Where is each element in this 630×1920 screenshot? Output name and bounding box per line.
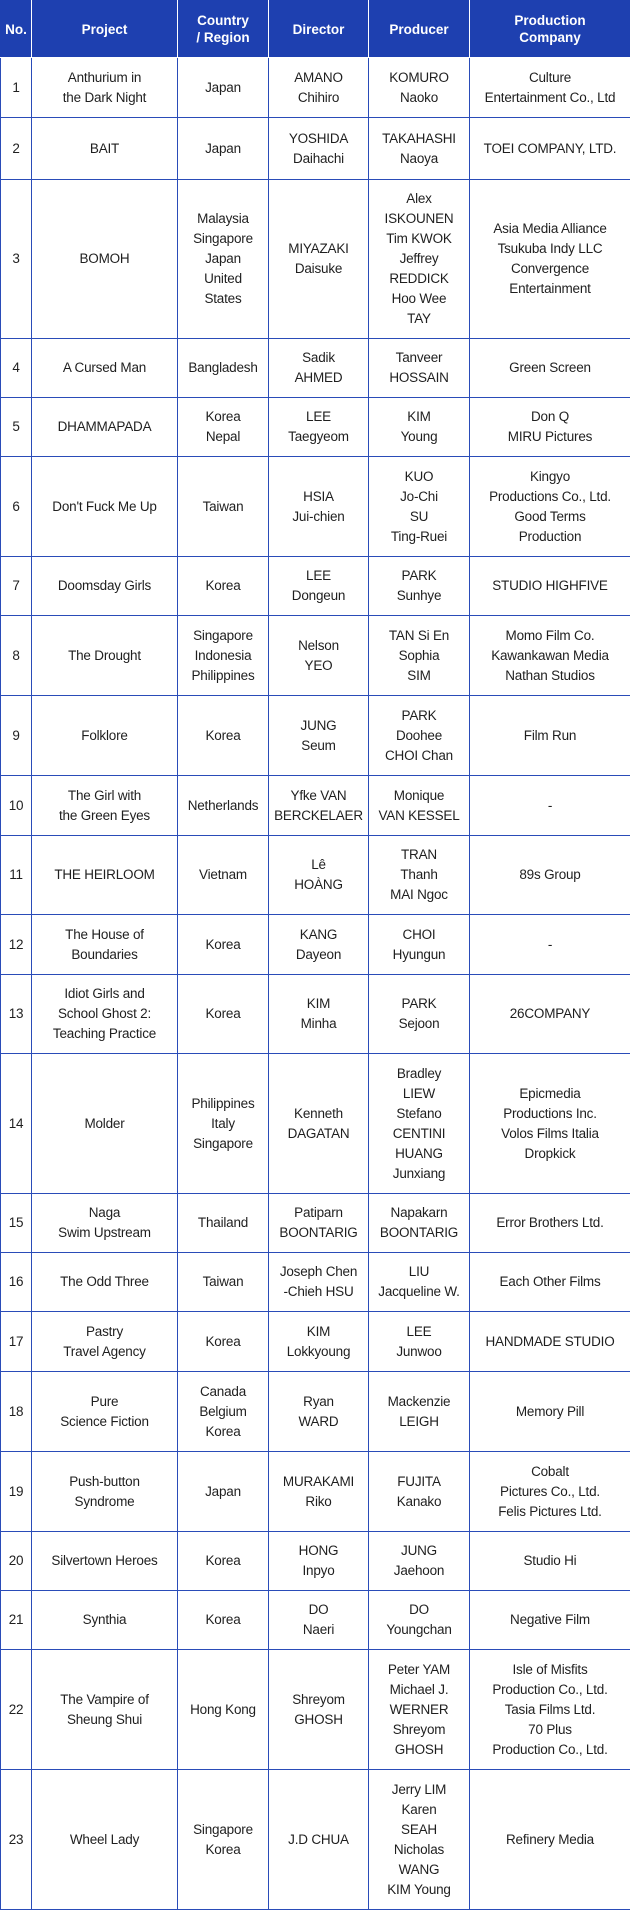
row-producer: TRAN Thanh MAI Ngoc	[369, 836, 470, 915]
table-row	[1, 836, 630, 915]
header-producer: Producer	[369, 1, 470, 58]
row-no: 13	[1, 975, 32, 1054]
row-project: The Odd Three	[32, 1253, 178, 1312]
row-producer: Peter YAM Michael J. WERNER Shreyom GHOSH	[369, 1650, 470, 1770]
row-producer: Jerry LIM Karen SEAH Nicholas WANG KIM Young	[369, 1770, 470, 1910]
row-country: Korea	[178, 557, 269, 616]
row-director: HSIA Jui-chien	[269, 457, 369, 557]
row-director: J.D CHUA	[269, 1770, 369, 1910]
row-producer: CHOI Hyungun	[369, 915, 470, 975]
row-director: LEE Taegyeom	[269, 398, 369, 457]
row-project: Doomsday Girls	[32, 557, 178, 616]
row-country: Singapore Indonesia Philippines	[178, 616, 269, 696]
row-producer: KUO Jo-Chi SU Ting-Ruei	[369, 457, 470, 557]
table-row	[1, 1532, 630, 1591]
row-project: THE HEIRLOOM	[32, 836, 178, 915]
row-project: The Drought	[32, 616, 178, 696]
row-company: -	[470, 776, 630, 836]
row-no: 4	[1, 339, 32, 398]
row-country: Philippines Italy Singapore	[178, 1054, 269, 1194]
row-producer: Tanveer HOSSAIN	[369, 339, 470, 398]
header-no: No.	[1, 1, 32, 58]
row-company: Memory Pill	[470, 1372, 630, 1452]
row-company: HANDMADE STUDIO	[470, 1312, 630, 1372]
row-project: The Vampire of Sheung Shui	[32, 1650, 178, 1770]
row-producer: PARK Doohee CHOI Chan	[369, 696, 470, 776]
row-producer: Bradley LIEW Stefano CENTINI HUANG Junxiang	[369, 1054, 470, 1194]
row-no: 2	[1, 118, 32, 180]
table-row	[1, 1452, 630, 1532]
row-project: The Girl with the Green Eyes	[32, 776, 178, 836]
row-country: Singapore Korea	[178, 1770, 269, 1910]
row-no: 14	[1, 1054, 32, 1194]
table-row	[1, 180, 630, 339]
row-producer: Monique VAN KESSEL	[369, 776, 470, 836]
row-project: Wheel Lady	[32, 1770, 178, 1910]
row-company: Studio Hi	[470, 1532, 630, 1591]
row-project: Silvertown Heroes	[32, 1532, 178, 1591]
row-company: Cobalt Pictures Co., Ltd. Felis Pictures Ltd.	[470, 1452, 630, 1532]
row-project: A Cursed Man	[32, 339, 178, 398]
row-country: Vietnam	[178, 836, 269, 915]
row-director: Ryan WARD	[269, 1372, 369, 1452]
row-director: Kenneth DAGATAN	[269, 1054, 369, 1194]
row-director: MURAKAMI Riko	[269, 1452, 369, 1532]
row-project: The House of Boundaries	[32, 915, 178, 975]
row-project: Naga Swim Upstream	[32, 1194, 178, 1253]
row-director: JUNG Seum	[269, 696, 369, 776]
row-director: Shreyom GHOSH	[269, 1650, 369, 1770]
row-no: 6	[1, 457, 32, 557]
row-project: Idiot Girls and School Ghost 2: Teaching Practice	[32, 975, 178, 1054]
row-project: Synthia	[32, 1591, 178, 1650]
table-row	[1, 1194, 630, 1253]
row-director: LEE Dongeun	[269, 557, 369, 616]
row-project: BAIT	[32, 118, 178, 180]
row-project: Anthurium in the Dark Night	[32, 58, 178, 118]
table-row	[1, 1312, 630, 1372]
row-no: 21	[1, 1591, 32, 1650]
table-header-row	[1, 1, 630, 58]
table-row	[1, 616, 630, 696]
table-row	[1, 1253, 630, 1312]
row-no: 18	[1, 1372, 32, 1452]
table-row	[1, 1650, 630, 1770]
table-row	[1, 915, 630, 975]
table-row	[1, 339, 630, 398]
row-no: 11	[1, 836, 32, 915]
table-row	[1, 1591, 630, 1650]
header-project: Project	[32, 1, 178, 58]
row-country: Korea	[178, 1591, 269, 1650]
row-producer: Mackenzie LEIGH	[369, 1372, 470, 1452]
row-director: Nelson YEO	[269, 616, 369, 696]
row-country: Korea	[178, 1312, 269, 1372]
row-no: 8	[1, 616, 32, 696]
header-director: Director	[269, 1, 369, 58]
row-country: Korea	[178, 696, 269, 776]
row-no: 9	[1, 696, 32, 776]
row-company: TOEI COMPANY, LTD.	[470, 118, 630, 180]
row-project: DHAMMAPADA	[32, 398, 178, 457]
row-company: Momo Film Co. Kawankawan Media Nathan Studios	[470, 616, 630, 696]
row-no: 20	[1, 1532, 32, 1591]
header-company: Production Company	[470, 1, 630, 58]
row-project: Pastry Travel Agency	[32, 1312, 178, 1372]
table-row	[1, 1372, 630, 1452]
row-no: 22	[1, 1650, 32, 1770]
row-project: Molder	[32, 1054, 178, 1194]
row-no: 5	[1, 398, 32, 457]
row-country: Malaysia Singapore Japan United States	[178, 180, 269, 339]
row-company: Error Brothers Ltd.	[470, 1194, 630, 1253]
row-company: Kingyo Productions Co., Ltd. Good Terms Production	[470, 457, 630, 557]
row-country: Thailand	[178, 1194, 269, 1253]
row-company: 26COMPANY	[470, 975, 630, 1054]
table-row	[1, 557, 630, 616]
row-producer: TAKAHASHI Naoya	[369, 118, 470, 180]
row-director: Lê HOÀNG	[269, 836, 369, 915]
row-country: Japan	[178, 1452, 269, 1532]
row-director: Joseph Chen -Chieh HSU	[269, 1253, 369, 1312]
row-director: MIYAZAKI Daisuke	[269, 180, 369, 339]
row-project: Push-button Syndrome	[32, 1452, 178, 1532]
row-director: DO Naeri	[269, 1591, 369, 1650]
row-company: Refinery Media	[470, 1770, 630, 1910]
row-no: 15	[1, 1194, 32, 1253]
row-director: KIM Lokkyoung	[269, 1312, 369, 1372]
row-company: Don Q MIRU Pictures	[470, 398, 630, 457]
row-project: Don't Fuck Me Up	[32, 457, 178, 557]
row-company: Epicmedia Productions Inc. Volos Films Italia Dropkick	[470, 1054, 630, 1194]
row-no: 3	[1, 180, 32, 339]
row-producer: KOMURO Naoko	[369, 58, 470, 118]
row-country: Korea	[178, 975, 269, 1054]
row-no: 1	[1, 58, 32, 118]
row-country: Japan	[178, 58, 269, 118]
row-director: KANG Dayeon	[269, 915, 369, 975]
row-director: Yfke VAN BERCKELAER	[269, 776, 369, 836]
row-director: YOSHIDA Daihachi	[269, 118, 369, 180]
row-director: HONG Inpyo	[269, 1532, 369, 1591]
row-producer: Alex ISKOUNEN Tim KWOK Jeffrey REDDICK Hoo Wee TAY	[369, 180, 470, 339]
row-producer: JUNG Jaehoon	[369, 1532, 470, 1591]
row-company: 89s Group	[470, 836, 630, 915]
row-country: Taiwan	[178, 457, 269, 557]
row-country: Hong Kong	[178, 1650, 269, 1770]
row-no: 10	[1, 776, 32, 836]
row-director: Patiparn BOONTARIG	[269, 1194, 369, 1253]
table-row	[1, 776, 630, 836]
row-project: BOMOH	[32, 180, 178, 339]
row-company: -	[470, 915, 630, 975]
row-project: Pure Science Fiction	[32, 1372, 178, 1452]
table-row	[1, 118, 630, 180]
table-row	[1, 1054, 630, 1194]
row-producer: PARK Sunhye	[369, 557, 470, 616]
row-country: Korea	[178, 915, 269, 975]
row-producer: LEE Junwoo	[369, 1312, 470, 1372]
row-country: Taiwan	[178, 1253, 269, 1312]
row-producer: Napakarn BOONTARIG	[369, 1194, 470, 1253]
row-director: KIM Minha	[269, 975, 369, 1054]
row-director: Sadik AHMED	[269, 339, 369, 398]
row-company: Each Other Films	[470, 1253, 630, 1312]
row-producer: KIM Young	[369, 398, 470, 457]
row-company: Isle of Misfits Production Co., Ltd. Tasia Films Ltd. 70 Plus Production Co., Ltd.	[470, 1650, 630, 1770]
table-row	[1, 58, 630, 118]
table-row	[1, 975, 630, 1054]
row-country: Bangladesh	[178, 339, 269, 398]
row-project: Folklore	[32, 696, 178, 776]
row-producer: DO Youngchan	[369, 1591, 470, 1650]
table-row	[1, 457, 630, 557]
row-company: STUDIO HIGHFIVE	[470, 557, 630, 616]
table-row	[1, 398, 630, 457]
row-producer: TAN Si En Sophia SIM	[369, 616, 470, 696]
row-no: 12	[1, 915, 32, 975]
row-country: Canada Belgium Korea	[178, 1372, 269, 1452]
row-producer: LIU Jacqueline W.	[369, 1253, 470, 1312]
row-producer: FUJITA Kanako	[369, 1452, 470, 1532]
row-no: 7	[1, 557, 32, 616]
row-company: Asia Media Alliance Tsukuba Indy LLC Convergence Entertainment	[470, 180, 630, 339]
row-company: Film Run	[470, 696, 630, 776]
row-no: 19	[1, 1452, 32, 1532]
table-row	[1, 696, 630, 776]
row-company: Green Screen	[470, 339, 630, 398]
row-director: AMANO Chihiro	[269, 58, 369, 118]
row-country: Japan	[178, 118, 269, 180]
row-producer: PARK Sejoon	[369, 975, 470, 1054]
row-no: 17	[1, 1312, 32, 1372]
row-company: Culture Entertainment Co., Ltd	[470, 58, 630, 118]
row-no: 23	[1, 1770, 32, 1910]
row-country: Netherlands	[178, 776, 269, 836]
table-row	[1, 1770, 630, 1910]
header-country: Country / Region	[178, 1, 269, 58]
row-country: Korea Nepal	[178, 398, 269, 457]
row-country: Korea	[178, 1532, 269, 1591]
row-no: 16	[1, 1253, 32, 1312]
row-company: Negative Film	[470, 1591, 630, 1650]
